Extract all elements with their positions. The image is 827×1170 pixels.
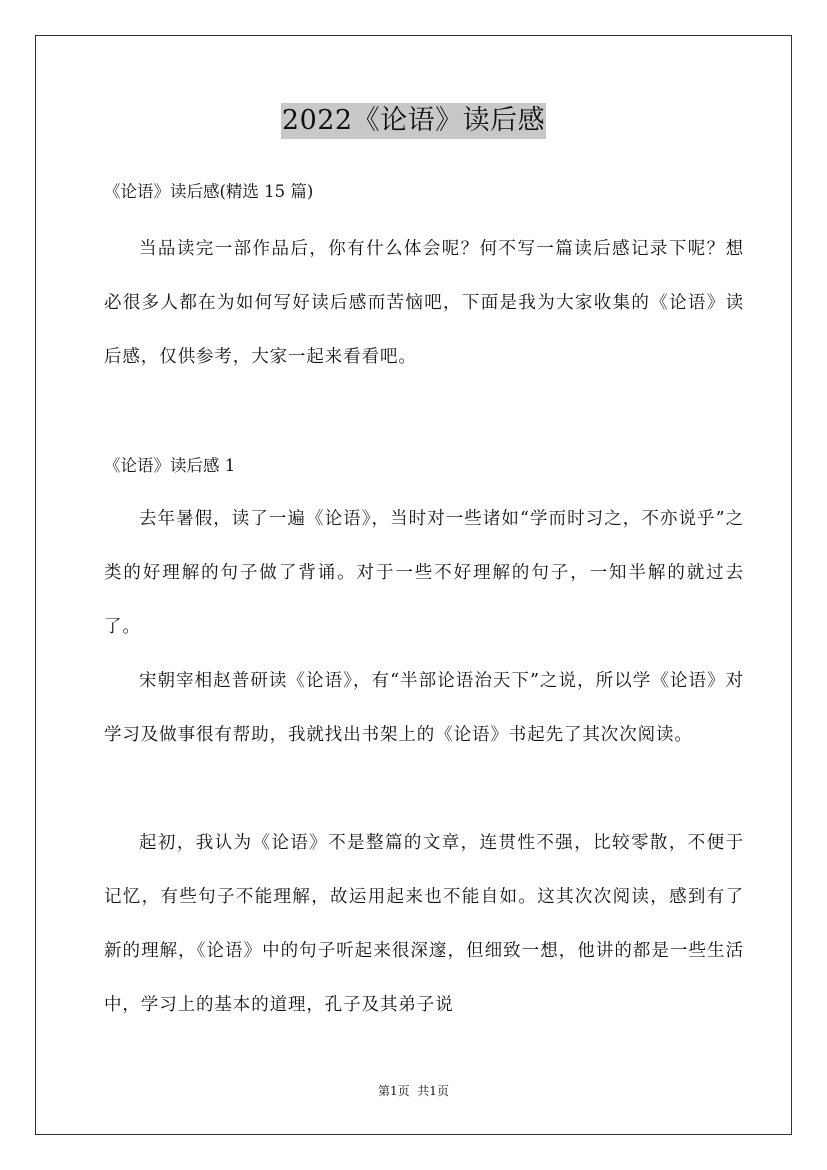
page-number-footer: 第1页 共1页 [378, 1084, 449, 1098]
title-container [0, 103, 827, 139]
body-paragraph-3: 起初，我认为《论语》不是整篇的文章，连贯性不强，比较零散，不便于记忆，有些句子不能理解，故运用起来也不能自如。这其次次阅读，感到有了新的理解，《论语》中的句子听起来很深邃，但细致一想，他讲的都是一些生活中，学习上的基本的道理，孔子及其弟子说 [104, 833, 744, 1015]
intro-paragraph: 当品读完一部作品后，你有什么体会呢？何不写一篇读后感记录下呢？想必很多人都在为如何写好读后感而苦恼吧，下面是我为大家收集的《论语》读后感，仅供参考，大家一起来看看吧。 [104, 239, 744, 367]
body-paragraph-1: 去年暑假，读了一遍《论语》，当时对一些诸如“学而时习之，不亦说乎”之类的好理解的句子做了背诵。对于一些不好理解的句子，一知半解的就过去了。 [104, 509, 744, 637]
body-paragraph-2: 宋朝宰相赵普研读《论语》，有“半部论语治天下”之说，所以学《论语》对学习及做事很有帮助，我就找出书架上的《论语》书起先了其次次阅读。 [104, 671, 744, 745]
document-title: 2022《论语》读后感 [281, 103, 546, 139]
section-heading: 《论语》读后感 1 [104, 456, 236, 475]
document-subtitle: 《论语》读后感(精选 15 篇) [104, 182, 314, 201]
